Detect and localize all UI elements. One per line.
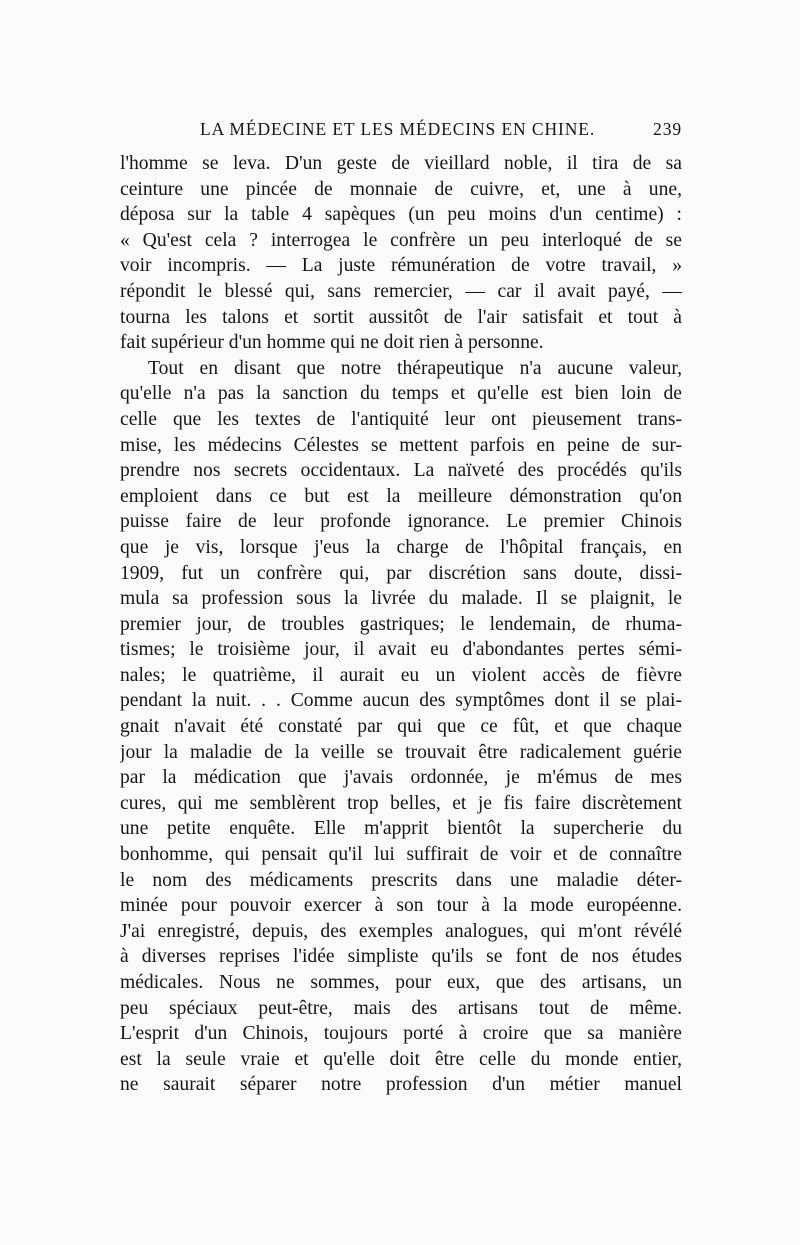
text-line: le nom des médicaments prescrits dans une maladie déter-: [120, 869, 682, 891]
text-line: « Qu'est cela ? interrogea le confrère un peu interloqué de se: [120, 229, 682, 251]
text-line: ne saurait séparer notre profession d'un métier manuel: [120, 1074, 682, 1096]
text-line: J'ai enregistré, depuis, des exemples analogues, qui m'ont révélé: [120, 920, 682, 942]
text-line: l'homme se leva. D'un geste de vieillard noble, il tira de sa: [120, 153, 682, 174]
text-line: gnait n'avait été constaté par qui que ce fût, et que chaque: [120, 716, 682, 738]
text-line: répondit le blessé qui, sans remercier, — car il avait payé, —: [120, 280, 682, 302]
text-line: par la médication que j'avais ordonnée, je m'émus de mes: [120, 767, 682, 789]
text-line: tourna les talons et sortit aussitôt de l'air satisfait et tout à: [120, 306, 682, 328]
text-line: nales; le quatrième, il aurait eu un violent accès de fièvre: [120, 664, 682, 686]
text-line: bonhomme, qui pensait qu'il lui suffirait de voir et de connaître: [120, 844, 682, 866]
text-line: déposa sur la table 4 sapèques (un peu moins d'un centime) :: [120, 204, 682, 226]
text-line: cures, qui me semblèrent trop belles, et je fis faire discrètement: [120, 792, 682, 814]
text-line: médicales. Nous ne sommes, pour eux, que des artisans, un: [120, 972, 682, 993]
text-line: pendant la nuit. . . Comme aucun des symptômes dont il se plai-: [120, 690, 682, 712]
book-page: [120, 114, 682, 1098]
text-line: celle que les textes de l'antiquité leur ont pieusement trans-: [120, 408, 682, 430]
text-line: mula sa profession sous la livrée du malade. Il se plaignit, le: [120, 588, 682, 610]
text-line: minée pour pouvoir exercer à son tour à la mode européenne.: [120, 895, 682, 917]
running-head: [120, 114, 682, 144]
text-line: mise, les médecins Célestes se mettent parfois en peine de sur-: [120, 434, 682, 456]
text-line: à diverses reprises l'idée simpliste qu'ils se font de nos études: [120, 946, 682, 968]
text-line: premier jour, de troubles gastriques; le lendemain, de rhuma-: [120, 613, 682, 635]
text-line: est la seule vraie et qu'elle doit être celle du monde entier,: [120, 1048, 682, 1070]
text-line: que je vis, lorsque j'eus la charge de l'hôpital français, en: [120, 536, 682, 558]
paragraph-end-line: fait supérieur d'un homme qui ne doit rien à personne.: [120, 332, 544, 354]
text-line: qu'elle n'a pas la sanction du temps et qu'elle est bien loin de: [120, 383, 682, 405]
paragraph-first-line: Tout en disant que notre thérapeutique n'a aucune valeur,: [148, 357, 682, 379]
running-title: LA MÉDECINE ET LES MÉDECINS EN CHINE.: [200, 119, 596, 139]
text-line: L'esprit d'un Chinois, toujours porté à croire que sa manière: [120, 1023, 682, 1045]
text-line: prendre nos secrets occidentaux. La naïveté des procédés qu'ils: [120, 460, 682, 482]
text-line: tismes; le troisième jour, il avait eu d'abondantes pertes sémi-: [120, 639, 682, 661]
text-line: peu spéciaux peut-être, mais des artisans tout de même.: [120, 997, 682, 1019]
text-line: ceinture une pincée de monnaie de cuivre, et, une à une,: [120, 178, 682, 200]
text-line: jour la maladie de la veille se trouvait être radicalement guérie: [120, 741, 682, 763]
text-line: puisse faire de leur profonde ignorance. Le premier Chinois: [120, 511, 682, 533]
text-line: une petite enquête. Elle m'apprit bientôt la supercherie du: [120, 818, 682, 840]
page-number: 239: [653, 119, 682, 139]
body-text: [120, 151, 682, 1098]
text-line: voir incompris. — La juste rémunération de votre travail, »: [120, 255, 682, 277]
text-line: 1909, fut un confrère qui, par discrétion sans doute, dissi-: [120, 562, 682, 584]
text-line: emploient dans ce but est la meilleure démonstration qu'on: [120, 485, 682, 507]
